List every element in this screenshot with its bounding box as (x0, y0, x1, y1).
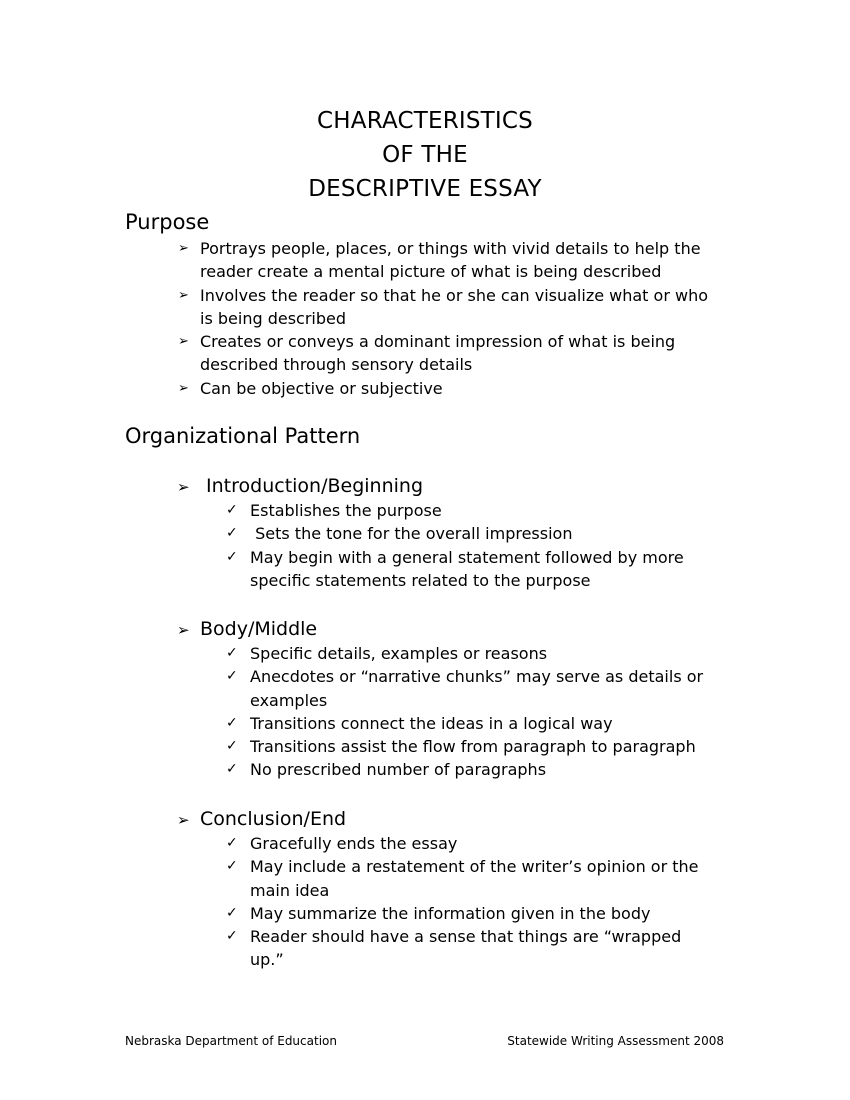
conclusion-section (0, 806, 850, 972)
title-line-3: DESCRIPTIVE ESSAY (308, 176, 542, 202)
checkmark-icon: ✓ (226, 928, 238, 945)
purpose-item: ➢ Can be objective or subjective (0, 377, 850, 400)
conclusion-item: ✓ Reader should have a sense that things are “wrapped up.” (226, 927, 682, 970)
body-heading: ➢ Body/Middle (0, 616, 850, 642)
checkmark-icon: ✓ (226, 835, 238, 851)
arrow-bullet-icon: ➢ (178, 334, 189, 350)
checkmark-icon: ✓ (226, 548, 238, 565)
conclusion-item: ✓ May summarize the information given in the body (0, 902, 850, 925)
checkmark-icon: ✓ (226, 525, 238, 542)
organization-heading: Organizational Pattern (125, 424, 361, 448)
intro-item: ✓ Establishes the purpose (0, 499, 850, 522)
body-item: ✓ Transitions connect the ideas in a logical way (0, 712, 850, 735)
body-item: ✓ No prescribed number of paragraphs (0, 758, 850, 781)
intro-item: ✓ May begin with a general statement followed by more specific statements related to the purpose (226, 547, 684, 590)
title-line-2: OF THE (382, 142, 468, 168)
purpose-list (0, 237, 850, 400)
arrow-bullet-icon: ➢ (177, 478, 190, 496)
body-section (0, 616, 850, 782)
arrow-bullet-icon: ➢ (178, 380, 189, 396)
footer-left: Nebraska Department of Education (125, 1034, 337, 1048)
conclusion-item: ✓ Gracefully ends the essay (0, 832, 850, 855)
document-title (0, 104, 850, 206)
body-item: ✓ Anecdotes or “narrative chunks” may serve as details or examples (226, 667, 704, 710)
purpose-item: ➢ Involves the reader so that he or she can visualize what or who is being described (178, 285, 708, 328)
checkmark-icon: ✓ (226, 645, 238, 661)
checkmark-icon: ✓ (226, 761, 238, 778)
arrow-bullet-icon: ➢ (177, 811, 190, 829)
intro-heading: ➢ Introduction/Beginning (0, 473, 850, 499)
body-item: ✓ Transitions assist the flow from paragraph to paragraph (0, 735, 850, 758)
purpose-heading: Purpose (125, 210, 210, 234)
conclusion-item: ✓ May include a restatement of the writer’s opinion or the main idea (226, 857, 699, 900)
arrow-bullet-icon: ➢ (178, 241, 189, 256)
intro-section (0, 473, 850, 592)
arrow-bullet-icon: ➢ (178, 287, 189, 303)
purpose-item: ➢ Creates or conveys a dominant impression of what is being described through sensory details (178, 332, 676, 375)
checkmark-icon: ✓ (226, 714, 238, 731)
body-item: ✓ Specific details, examples or reasons (0, 642, 850, 665)
checkmark-icon: ✓ (226, 858, 238, 875)
title-line-1: CHARACTERISTICS (317, 108, 533, 134)
checkmark-icon: ✓ (226, 738, 238, 755)
arrow-bullet-icon: ➢ (177, 621, 190, 639)
checkmark-icon: ✓ (226, 668, 238, 685)
conclusion-heading: ➢ Conclusion/End (0, 806, 850, 832)
purpose-item: ➢ Portrays people, places, or things with vivid details to help the reader create a mental picture of what is being described (178, 239, 701, 282)
intro-item: ✓ Sets the tone for the overall impression (0, 522, 850, 545)
footer-right: Statewide Writing Assessment 2008 (507, 1034, 724, 1048)
checkmark-icon: ✓ (226, 502, 238, 518)
checkmark-icon: ✓ (226, 904, 238, 921)
